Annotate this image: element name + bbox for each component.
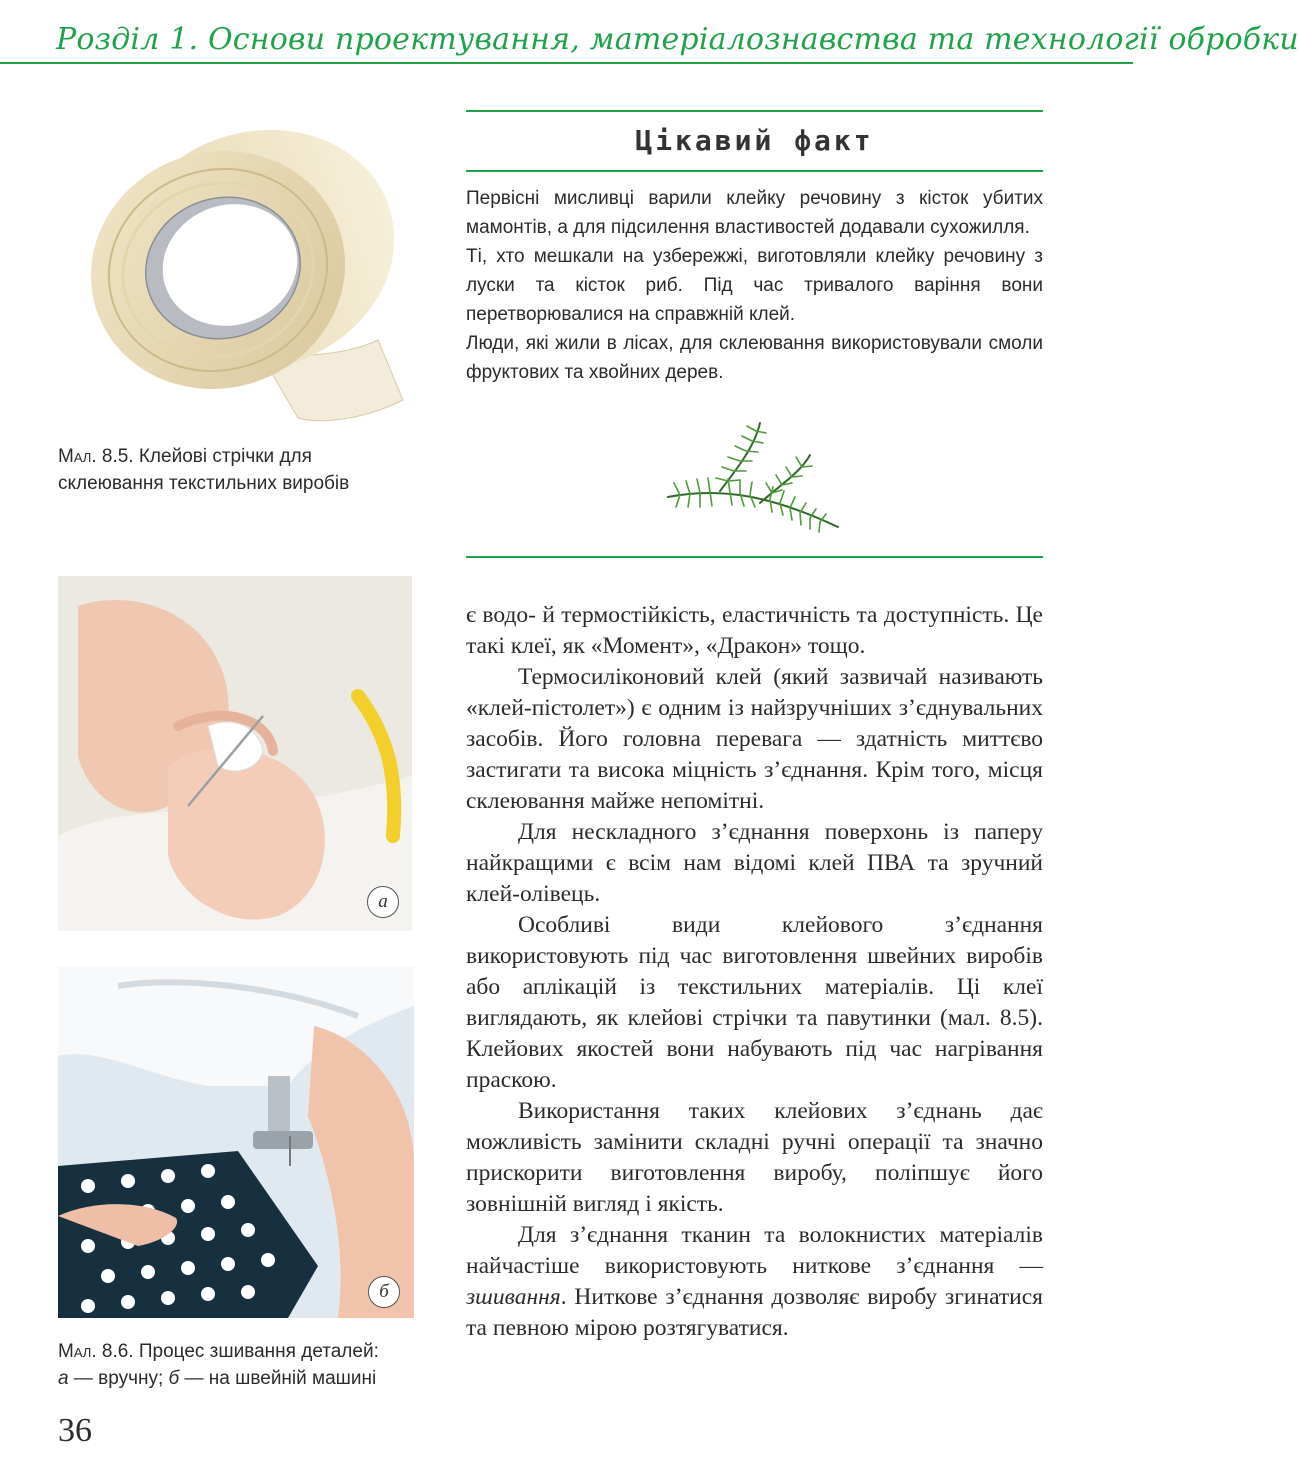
header-divider xyxy=(0,62,1133,64)
last-paragraph-end: . Ниткове з’єднання дозволяє виробу згинатися та певною мірою розтягуватися. xyxy=(466,1284,1043,1341)
body-paragraph: Для нескладного з’єднання поверхонь із паперу найкращими є всім нам відомі клей ПВА та зручний клей-олівець. xyxy=(466,819,1043,907)
page-number: 36 xyxy=(58,1412,92,1449)
fact-paragraph: Люди, які жили в лісах, для склеювання використовували смоли фруктових та хвойних дерев. xyxy=(466,333,1043,383)
figure-8-6-line1 xyxy=(58,1338,438,1365)
fact-text xyxy=(466,184,1043,387)
body-paragraph: Особливі види клейового з’єднання використовують під час виготовлення швейних виробів або аплікацій із текстильних матеріалів. Ці клеї виглядають, як клейові стрічки та павутинки (мал. 8.5). Клейових якостей вони набувають під час нагрівання праскою. xyxy=(466,912,1043,1093)
fact-bottom-rule xyxy=(466,556,1043,558)
body-paragraph: Використання таких клейових з’єднань дає можливість замінити складні ручні операції та значно прискорити виготовлення виробу, поліпшує його зовнішній вигляд і якість. xyxy=(466,1098,1043,1217)
figure-8-6-b-text: — на швейній машині xyxy=(179,1368,377,1389)
emphasis-term: зшивання xyxy=(466,1284,561,1310)
fact-top-rule xyxy=(466,110,1043,112)
figure-8-5-caption xyxy=(58,443,418,497)
figure-8-6-caption xyxy=(58,1338,438,1392)
figure-8-6-line2 xyxy=(58,1365,438,1392)
fact-paragraph: Ті, хто мешкали на узбережжі, виготовляли клейку речовину з луски та кісток риб. Під час тривалого варіння вони перетворювалися на справжній клей. xyxy=(466,246,1043,325)
figure-8-6-text: Процес зшивання деталей: xyxy=(138,1341,379,1362)
body-paragraph: Термосиліконовий клей (який зазвичай називають «клей-пістолет») є одним із найзручніших з’єднувальних засобів. Його головна перевага — здатність миттєво застигати та висока міцність з’єднання. Крім того, місця склеювання майже непомітні. xyxy=(466,664,1043,814)
sewing-machine-photo xyxy=(58,966,414,1318)
fact-paragraph: Первісні мисливці варили клейку речовину з кісток убитих мамонтів, а для підсилення властивостей додавали сухожилля. xyxy=(466,188,1043,238)
body-paragraph: є водо- й термостійкість, еластичність та доступність. Це такі клеї, як «Момент», «Дракон» тощо. xyxy=(466,602,1043,659)
last-paragraph-start: Для з’єднання тканин та волокнистих матеріалів найчастіше використовують ниткове з’єднання — xyxy=(466,1222,1043,1279)
hand-sewing-photo xyxy=(58,576,412,931)
chapter-title: Розділ 1. Основи проектування, матеріалознавства та технології обробки xyxy=(56,22,1299,57)
label-a-badge: а xyxy=(367,886,399,918)
figure-8-5-text: Клейові стрічки для склеювання текстильних виробів xyxy=(58,446,350,494)
figure-8-6-b-letter: б xyxy=(168,1368,180,1389)
figure-8-6-label: Мал. 8.6. xyxy=(58,1341,134,1362)
figure-8-6-a-text: — вручну; xyxy=(68,1368,169,1389)
figure-8-5-label: Мал. 8.5. xyxy=(58,446,134,467)
tape-roll-image xyxy=(58,100,418,430)
main-body-text xyxy=(466,600,1043,1344)
fir-branch-image xyxy=(660,415,850,535)
body-paragraph-last xyxy=(466,1220,1043,1344)
fact-title-rule xyxy=(466,170,1043,172)
fact-title: Цікавий факт xyxy=(635,124,874,157)
label-b-badge: б xyxy=(368,1276,400,1308)
figure-8-6-a-letter: а xyxy=(58,1368,69,1389)
